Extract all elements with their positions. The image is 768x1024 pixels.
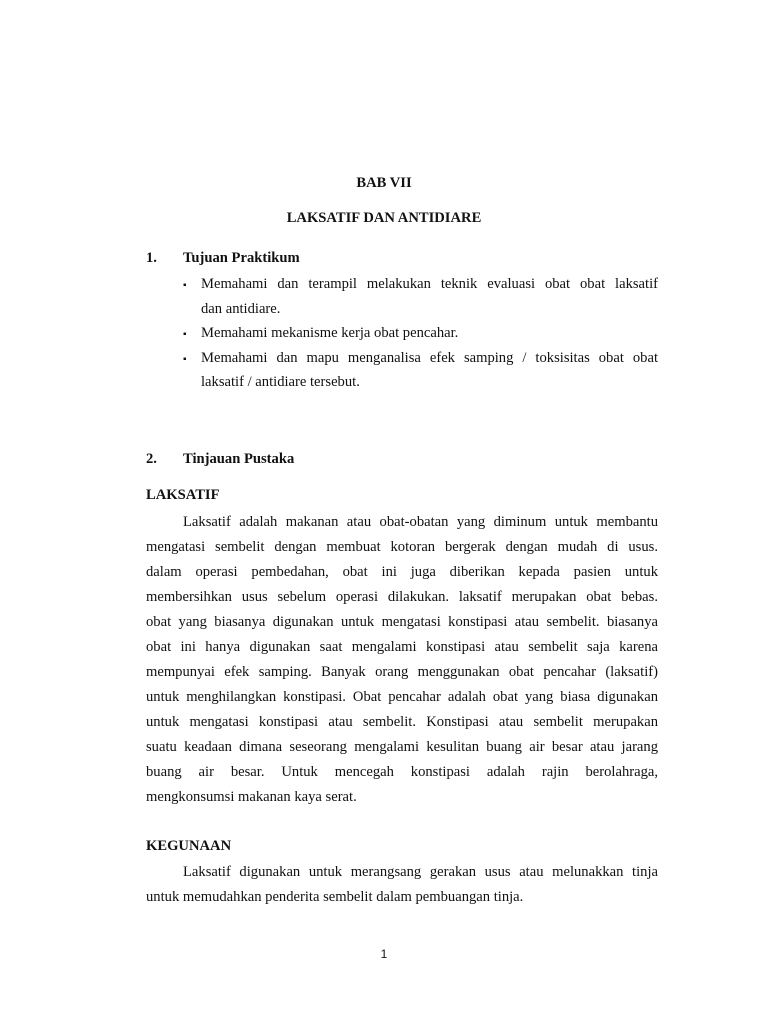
bullet-2-line-1: Memahami mekanisme kerja obat pencahar.: [201, 325, 459, 341]
paragraph-line: dalam operasi pembedahan, obat ini juga diberikan kepada pasien untuk: [146, 564, 658, 580]
page-title: LAKSATIF DAN ANTIDIARE: [286, 210, 482, 226]
subheading-kegunaan: KEGUNAAN: [146, 838, 232, 854]
section1-number: 1.: [146, 250, 157, 266]
paragraph-line: untuk menghilangkan konstipasi. Obat pencahar adalah obat yang biasa digunakan: [146, 689, 658, 705]
paragraph-line: Laksatif digunakan untuk merangsang gerakan usus atau melunakkan tinja: [183, 864, 658, 880]
page-number: 1: [380, 947, 388, 961]
paragraph-line: obat yang biasanya digunakan untuk mengatasi konstipasi atau sembelit. biasanya: [146, 614, 658, 630]
subheading-laksatif: LAKSATIF: [146, 487, 220, 503]
paragraph-line: untuk memudahkan penderita sembelit dalam pembuangan tinja.: [146, 889, 524, 905]
paragraph-line: mengkonsumsi makanan kaya serat.: [146, 789, 357, 805]
bullet-marker: ▪: [183, 354, 187, 365]
paragraph-line: Laksatif adalah makanan atau obat-obatan yang diminum untuk membantu: [183, 514, 658, 530]
paragraph-line: obat ini hanya digunakan saat mengalami konstipasi atau sembelit saja karena: [146, 639, 658, 655]
bullet-3-line-2: laksatif / antidiare tersebut.: [201, 374, 360, 390]
bullet-1-line-2: dan antidiare.: [201, 301, 281, 317]
paragraph-line: membersihkan usus sebelum operasi dilakukan. laksatif merupakan obat bebas.: [146, 589, 658, 605]
paragraph-line: mempunyai efek samping. Banyak orang menggunakan obat pencahar (laksatif): [146, 664, 658, 680]
paragraph-line: suatu keadaan dimana seseorang mengalami kesulitan buang air besar atau jarang: [146, 739, 658, 755]
paragraph-line: buang air besar. Untuk mencegah konstipasi adalah rajin berolahraga,: [146, 764, 658, 780]
bullet-1-line-1: Memahami dan terampil melakukan teknik evaluasi obat obat laksatif: [201, 276, 658, 292]
section1-heading: Tujuan Praktikum: [183, 250, 300, 266]
section2-number: 2.: [146, 451, 157, 467]
bullet-marker: ▪: [183, 280, 187, 291]
section2-heading: Tinjauan Pustaka: [183, 451, 295, 467]
chapter-label: BAB VII: [356, 175, 412, 191]
paragraph-line: mengatasi sembelit dengan membuat kotoran bergerak dengan mudah di usus.: [146, 539, 658, 555]
bullet-marker: ▪: [183, 329, 187, 340]
bullet-3-line-1: Memahami dan mapu menganalisa efek samping / toksisitas obat obat: [201, 350, 658, 366]
paragraph-line: untuk mengatasi konstipasi atau sembelit. Konstipasi atau sembelit merupakan: [146, 714, 658, 730]
